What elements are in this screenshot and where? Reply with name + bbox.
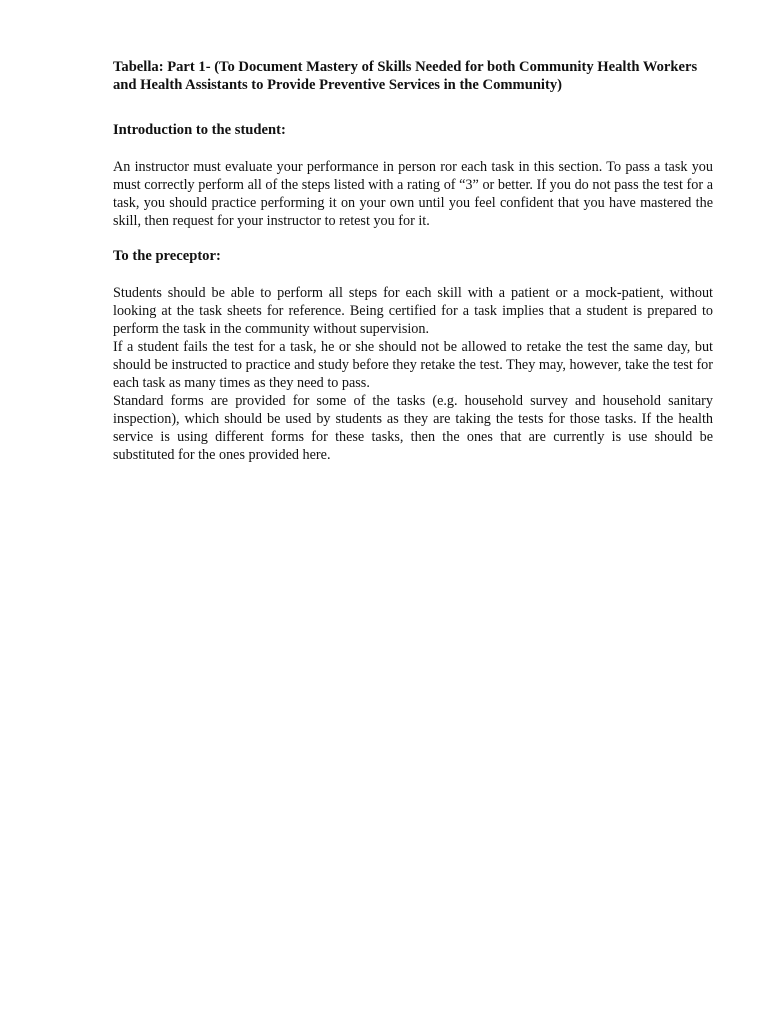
paragraph-student-instructions: An instructor must evaluate your performance in person ror each task in this section. To pass a task you must correctly perform all of the steps listed with a rating of “3” or better. If you do not pass the test for a task, you should practice performing it on your own until you feel confident that you have mastered the skill, then request for your instructor to retest you for it.: [113, 159, 713, 229]
paragraph-preceptor-2: If a student fails the test for a task, he or she should not be allowed to retake the test the same day, but should be instructed to practice and study before they retake the test. They may, however, take the test for each task as many times as they need to pass.: [113, 339, 713, 391]
section-heading-student: Introduction to the student:: [113, 122, 286, 138]
paragraph-preceptor-1: Students should be able to perform all steps for each skill with a patient or a mock-patient, without looking at the task sheets for reference. Being certified for a task implies that a student is prepared to perform the task in the community without supervision.: [113, 285, 713, 337]
paragraph-preceptor-3: Standard forms are provided for some of the tasks (e.g. household survey and household sanitary inspection), which should be used by students as they are taking the tests for those tasks. If the health service is using different forms for these tasks, then the ones that are currently is use should be substituted for the ones provided here.: [113, 393, 713, 463]
document-page: [113, 58, 713, 464]
document-title: Tabella: Part 1- (To Document Mastery of Skills Needed for both Community Health Workers and Health Assistants to Provide Preventive Services in the Community): [113, 59, 698, 93]
section-heading-preceptor: To the preceptor:: [113, 248, 221, 264]
